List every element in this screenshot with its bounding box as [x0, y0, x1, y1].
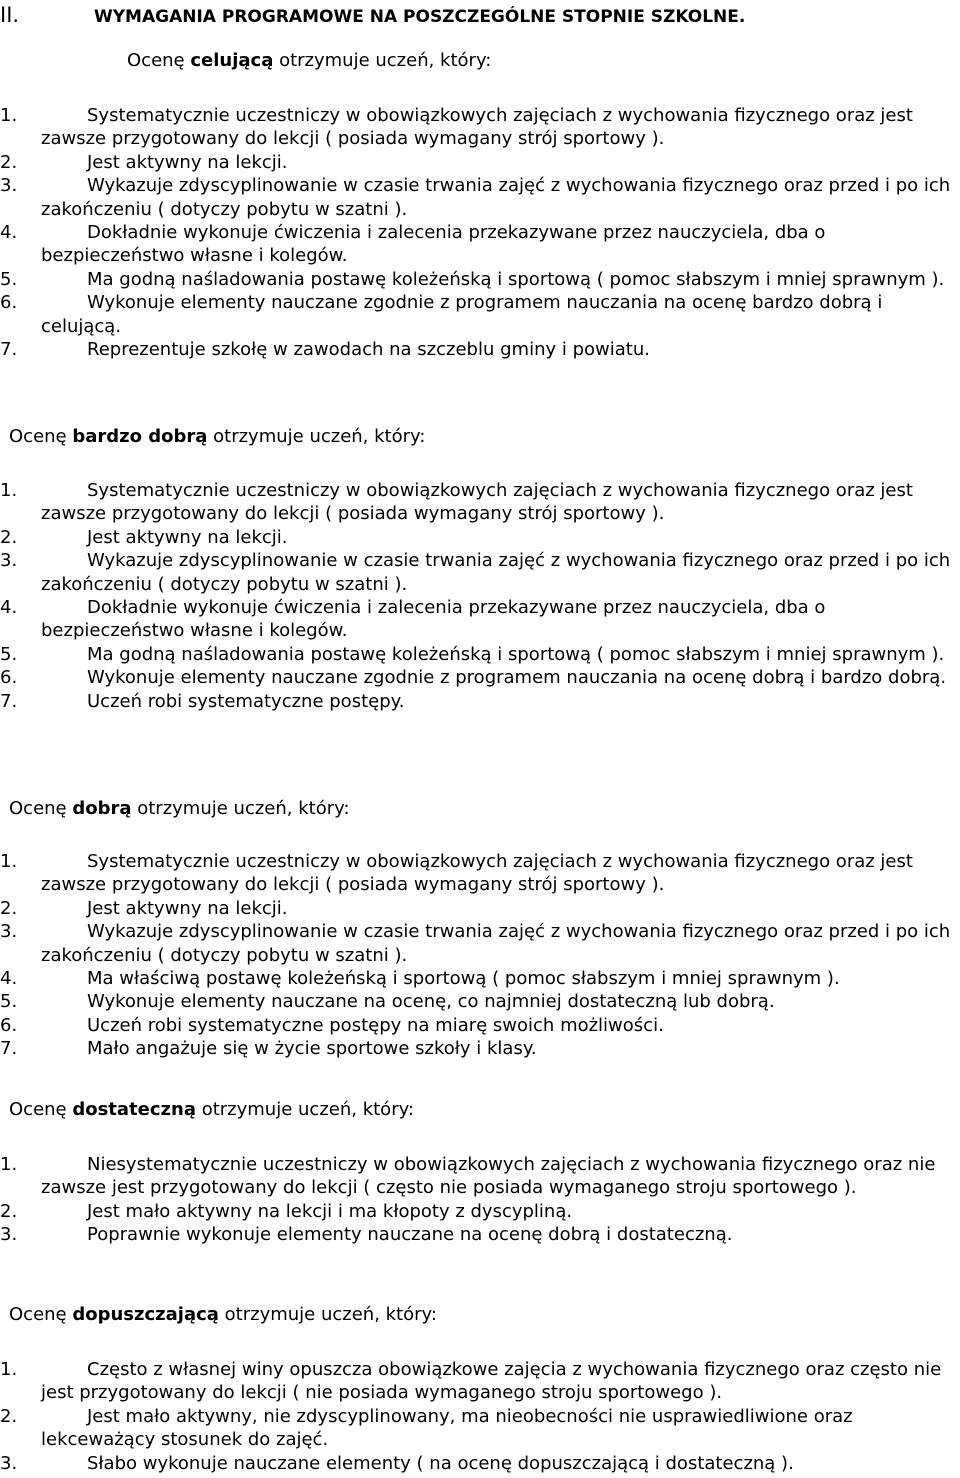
list-item: 3. Wykazuje zdyscyplinowanie w czasie trwania zajęć z wychowania fizycznego oraz przed i po ich zakończeniu ( dotyczy pobytu w szatni ). [0, 921, 951, 966]
section-title-celujaca: Ocenę celującą otrzymuje uczeń, który: [127, 50, 492, 71]
list-item: 5. Ma godną naśladowania postawę koleżeńską i sportową ( pomoc słabszym i mniej sprawnym ). [0, 643, 945, 665]
grade-name: dobrą [72, 798, 132, 819]
list-item: 2. Jest mało aktywny na lekcji i ma kłopoty z dyscypliną. [0, 1200, 573, 1222]
list-item: 4. Dokładnie wykonuje ćwiczenia i zalecenia przekazywane przez nauczyciela, dba o bezpieczeństwo własne i kolegów. [0, 222, 826, 267]
list-item: 3. Poprawnie wykonuje elementy nauczane na ocenę dobrą i dostateczną. [0, 1224, 733, 1246]
list-item: 1. Systematycznie uczestniczy w obowiązkowych zajęciach z wychowania fizycznego oraz jest zawsze przygotowany do lekcji ( posiada wymagany strój sportowy ). [0, 851, 913, 896]
list-item: 4. Dokładnie wykonuje ćwiczenia i zalecenia przekazywane przez nauczyciela, dba o bezpieczeństwo własne i kolegów. [0, 597, 826, 642]
grade-name: celującą [190, 50, 274, 71]
section-title-dostateczna: Ocenę dostateczną otrzymuje uczeń, który: [9, 1099, 414, 1120]
section-list-dopuszczajaca [0, 1358, 960, 1475]
list-item: 1. Niesystematycznie uczestniczy w obowiązkowych zajęciach z wychowania fizycznego oraz nie zawsze jest przygotowany do lekcji ( często nie posiada wymaganego stroju sportowego ). [0, 1154, 936, 1199]
list-item: 3. Wykazuje zdyscyplinowanie w czasie trwania zajęć z wychowania fizycznego oraz przed i po ich zakończeniu ( dotyczy pobytu w szatni ). [0, 550, 951, 595]
section-title-dopuszczajaca: Ocenę dopuszczającą otrzymuje uczeń, który: [9, 1304, 437, 1325]
section-title-bardzo-dobra: Ocenę bardzo dobrą otrzymuje uczeń, który: [9, 426, 426, 447]
list-item: 2. Jest aktywny na lekcji. [0, 526, 288, 548]
list-item: 6. Wykonuje elementy nauczane zgodnie z programem nauczania na ocenę dobrą i bardzo dobrą. [0, 667, 947, 689]
list-item: 7. Reprezentuje szkołę w zawodach na szczeblu gminy i powiatu. [0, 339, 650, 361]
list-item: 2. Jest mało aktywny, nie zdyscyplinowany, ma nieobecności nie usprawiedliwione oraz lekceważący stosunek do zajęć. [0, 1405, 853, 1451]
heading-number: II. [0, 3, 20, 27]
section-list-bardzo-dobra [0, 479, 960, 713]
list-item: 1. Systematycznie uczestniczy w obowiązkowych zajęciach z wychowania fizycznego oraz jest zawsze przygotowany do lekcji ( posiada wymagany strój sportowy ). [0, 480, 913, 525]
heading-title: WYMAGANIA PROGRAMOWE NA POSZCZEGÓLNE STOPNIE SZKOLNE. [94, 7, 746, 27]
list-item: 7. Mało angażuje się w życie sportowe szkoły i klasy. [0, 1038, 537, 1060]
list-item: 2. Jest aktywny na lekcji. [0, 897, 288, 919]
document-heading [0, 2, 745, 28]
list-item: 2. Jest aktywny na lekcji. [0, 151, 288, 173]
grade-name: dostateczną [72, 1099, 196, 1120]
list-item: 1. Systematycznie uczestniczy w obowiązkowych zajęciach z wychowania fizycznego oraz jest zawsze przygotowany do lekcji ( posiada wymagany strój sportowy ). [0, 105, 913, 150]
section-list-dobra [0, 850, 960, 1061]
grade-name: dopuszczającą [72, 1304, 219, 1325]
list-item: 3. Wykazuje zdyscyplinowanie w czasie trwania zajęć z wychowania fizycznego oraz przed i po ich zakończeniu ( dotyczy pobytu w szatni ). [0, 175, 951, 220]
section-title-dobra: Ocenę dobrą otrzymuje uczeń, który: [9, 798, 350, 819]
section-list-dostateczna [0, 1153, 960, 1247]
section-list-celujaca [0, 104, 960, 361]
list-item: 7. Uczeń robi systematyczne postępy. [0, 690, 405, 712]
list-item: 1. Często z własnej winy opuszcza obowiązkowe zajęcia z wychowania fizycznego oraz często nie jest przygotowany do lekcji ( nie posiada wymaganego stroju sportowego ). [0, 1359, 942, 1404]
list-item: 3. Słabo wykonuje nauczane elementy ( na ocenę dopuszczającą i dostateczną ). [0, 1452, 794, 1474]
list-item: 5. Wykonuje elementy nauczane na ocenę, co najmniej dostateczną lub dobrą. [0, 991, 775, 1013]
grade-name: bardzo dobrą [72, 426, 208, 447]
list-item: 6. Wykonuje elementy nauczane zgodnie z programem nauczania na ocenę bardzo dobrą i celującą. [0, 292, 883, 337]
list-item: 4. Ma właściwą postawę koleżeńską i sportową ( pomoc słabszym i mniej sprawnym ). [0, 968, 840, 990]
list-item: 5. Ma godną naśladowania postawę koleżeńską i sportową ( pomoc słabszym i mniej sprawnym ). [0, 268, 945, 290]
list-item: 6. Uczeń robi systematyczne postępy na miarę swoich możliwości. [0, 1014, 664, 1036]
